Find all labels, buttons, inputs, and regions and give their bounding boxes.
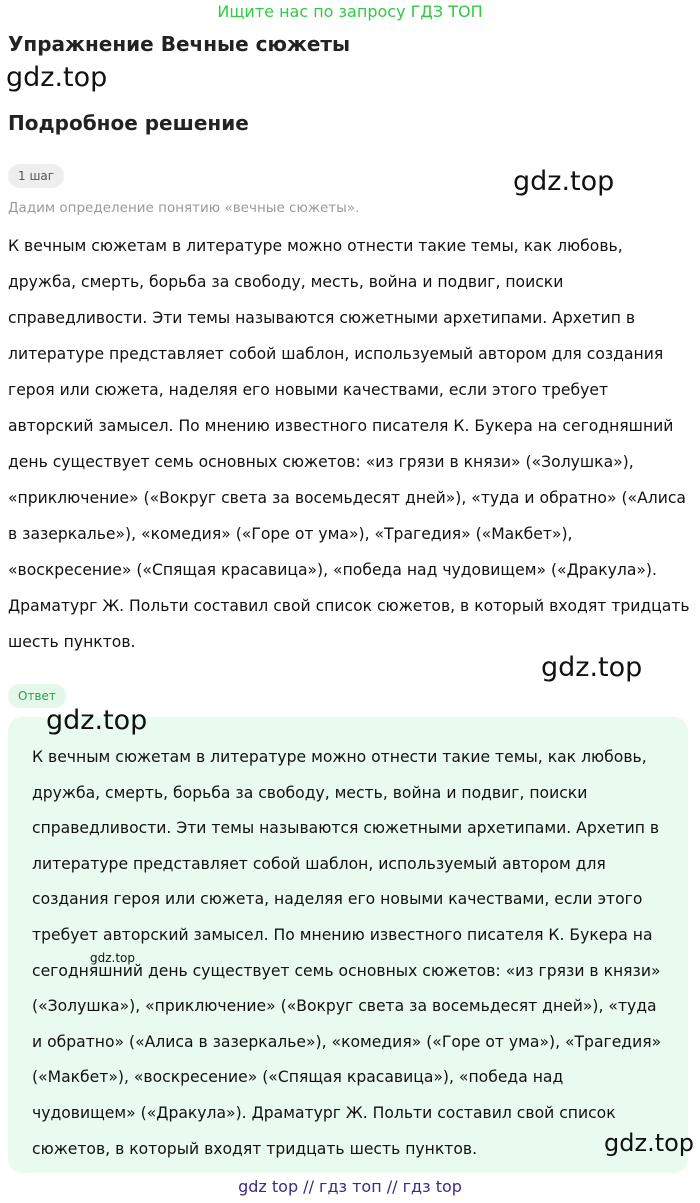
step-hint: Дадим определение понятию «вечные сюжеты».: [8, 200, 360, 216]
watermark: gdz.top: [541, 652, 643, 683]
watermark: gdz.top: [513, 166, 615, 197]
page-title: Упражнение Вечные сюжеты: [8, 32, 351, 56]
footer-links[interactable]: gdz top // гдз топ // гдз top: [238, 1177, 462, 1196]
answer-paragraph: К вечным сюжетам в литературе можно отнести такие темы, как любовь, дружба, смерть, борьба за свободу, месть, война и подвиг, поиски справедливости. Эти темы называются сюжетными архетипами. Архетип в литературе представляет собой шаблон, используемый автором для создания героя или сюжета, наделяя его новыми качествами, если этого требует авторский замысел. По мнению известного писателя К. Букера на сегодняшний день существует семь основных сюжетов: «из грязи в князи» («Золушка»), «приключение» («Вокруг света за восемьдесят дней»), «туда и обратно» («Алиса в зазеркалье»), «комедия» («Горе от ума»), «Трагедия» («Макбет»), «воскресение» («Спящая красавица»), «победа над чудовищем» («Дракула»). Драматург Ж. Польти составил свой список сюжетов, в который входят тридцать шесть пунктов.: [32, 748, 662, 1158]
section-heading: Подробное решение: [8, 111, 249, 135]
solution-paragraph: К вечным сюжетам в литературе можно отнести такие темы, как любовь, дружба, смерть, борьба за свободу, месть, война и подвиг, поиски справедливости. Эти темы называются сюжетными архетипами. Архетип в литературе представляет собой шаблон, используемый автором для создания героя или сюжета, наделяя его новыми качествами, если этого требует авторский замысел. По мнению известного писателя К. Букера на сегодняшний день существует семь основных сюжетов: «из грязи в князи» («Золушка»), «приключение» («Вокруг света за восемьдесят дней»), «туда и обратно» («Алиса в зазеркалье»), «комедия» («Горе от ума»), «Трагедия» («Макбет»), «воскресение» («Спящая красавица»), «победа над чудовищем» («Дракула»). Драматург Ж. Польти составил свой список сюжетов, в который входят тридцать шесть пунктов.: [8, 237, 690, 651]
search-promo-link[interactable]: Ищите нас по запросу ГДЗ ТОП: [217, 2, 483, 21]
watermark: gdz.top: [604, 1129, 695, 1157]
step-badge: 1 шаг: [8, 164, 64, 188]
answer-badge: Ответ: [8, 684, 66, 708]
watermark: gdz.top: [6, 62, 108, 93]
watermark: gdz.top: [46, 705, 148, 736]
watermark: gdz.top: [90, 951, 136, 965]
